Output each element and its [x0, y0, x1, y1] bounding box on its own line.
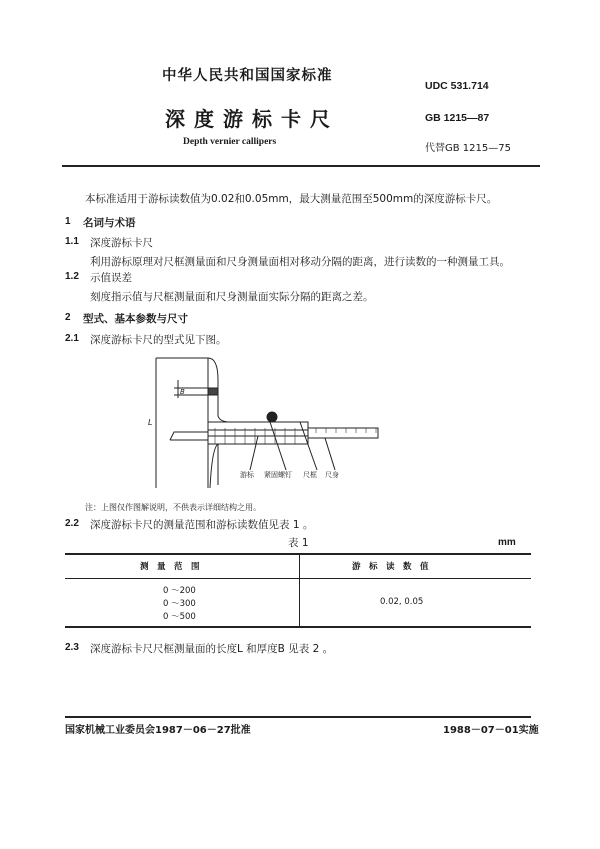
section-2-1-text: 深度游标卡尺的型式见下图。	[90, 334, 227, 346]
section-2-number: 2	[65, 312, 71, 323]
label-locking-screw: 紧固螺钉	[264, 471, 292, 479]
dim-label-B: B	[180, 388, 185, 396]
replaces-standard: 代替GB 1215—75	[425, 143, 511, 154]
section-2-1-number: 2.1	[65, 333, 79, 344]
section-1-1-term: 深度游标卡尺	[90, 237, 153, 249]
page-title: 深度游标卡尺	[165, 107, 339, 131]
section-1-1-number: 1.1	[65, 236, 79, 247]
standard-number: GB 1215—87	[425, 112, 490, 124]
section-1-2-definition: 刻度指示值与尺框测量面和尺身测量面实际分隔的距离之差。	[90, 291, 374, 303]
table-caption: 表 1	[288, 537, 309, 549]
table-cell-range: 0 ～300	[163, 599, 196, 609]
footer-divider	[65, 716, 531, 718]
udc-number: UDC 531.714	[425, 80, 489, 92]
depth-caliper-figure	[140, 350, 380, 490]
effective-date: 1988－07－01实施	[443, 725, 539, 736]
section-1-2-number: 1.2	[65, 271, 79, 282]
table-cell-range: 0 ～200	[163, 586, 196, 596]
label-beam: 尺身	[325, 471, 339, 479]
table-header-range: 测 量 范 围	[140, 562, 200, 572]
section-1-1-definition: 利用游标原理对尺框测量面和尺身测量面相对移动分隔的距离，进行读数的一种测量工具。	[90, 256, 510, 268]
locking-screw	[267, 412, 277, 422]
table-cell-range: 0 ～500	[163, 612, 196, 622]
label-frame: 尺框	[303, 471, 317, 479]
section-2-3-text: 深度游标卡尺尺框测量面的长度L 和厚度B 见表 2 。	[90, 643, 334, 655]
approval-date: 国家机械工业委员会1987－06－27批准	[65, 725, 251, 736]
section-2-3-number: 2.3	[65, 642, 79, 653]
figure-note: 注：上图仅作图解说明，不供表示详细结构之用。	[85, 503, 261, 512]
vernier-frame	[208, 422, 308, 444]
section-1-number: 1	[65, 216, 71, 227]
standard-body: 中华人民共和国国家标准	[162, 68, 333, 84]
table-header-reading: 游 标 读 数 值	[352, 562, 429, 572]
section-1-title: 名词与术语	[83, 217, 136, 229]
intro-paragraph: 本标准适用于游标读数值为0.02和0.05mm，最大测量范围至500mm的深度游标卡尺。	[85, 193, 498, 205]
label-vernier: 游标	[240, 471, 254, 479]
section-2-title: 型式、基本参数与尺寸	[83, 313, 188, 325]
header-divider	[62, 165, 540, 167]
frame-outline	[208, 358, 305, 422]
ruler-beam	[308, 428, 378, 438]
table-unit: mm	[498, 537, 516, 548]
table-cell-reading: 0.02, 0.05	[380, 597, 424, 607]
dim-label-L: L	[148, 418, 153, 427]
english-title: Depth vernier callipers	[183, 137, 277, 147]
section-1-2-term: 示值误差	[90, 272, 132, 284]
section-2-2-number: 2.2	[65, 518, 79, 529]
section-2-2-text: 深度游标卡尺的测量范围和游标读数值见表 1 。	[90, 519, 314, 531]
